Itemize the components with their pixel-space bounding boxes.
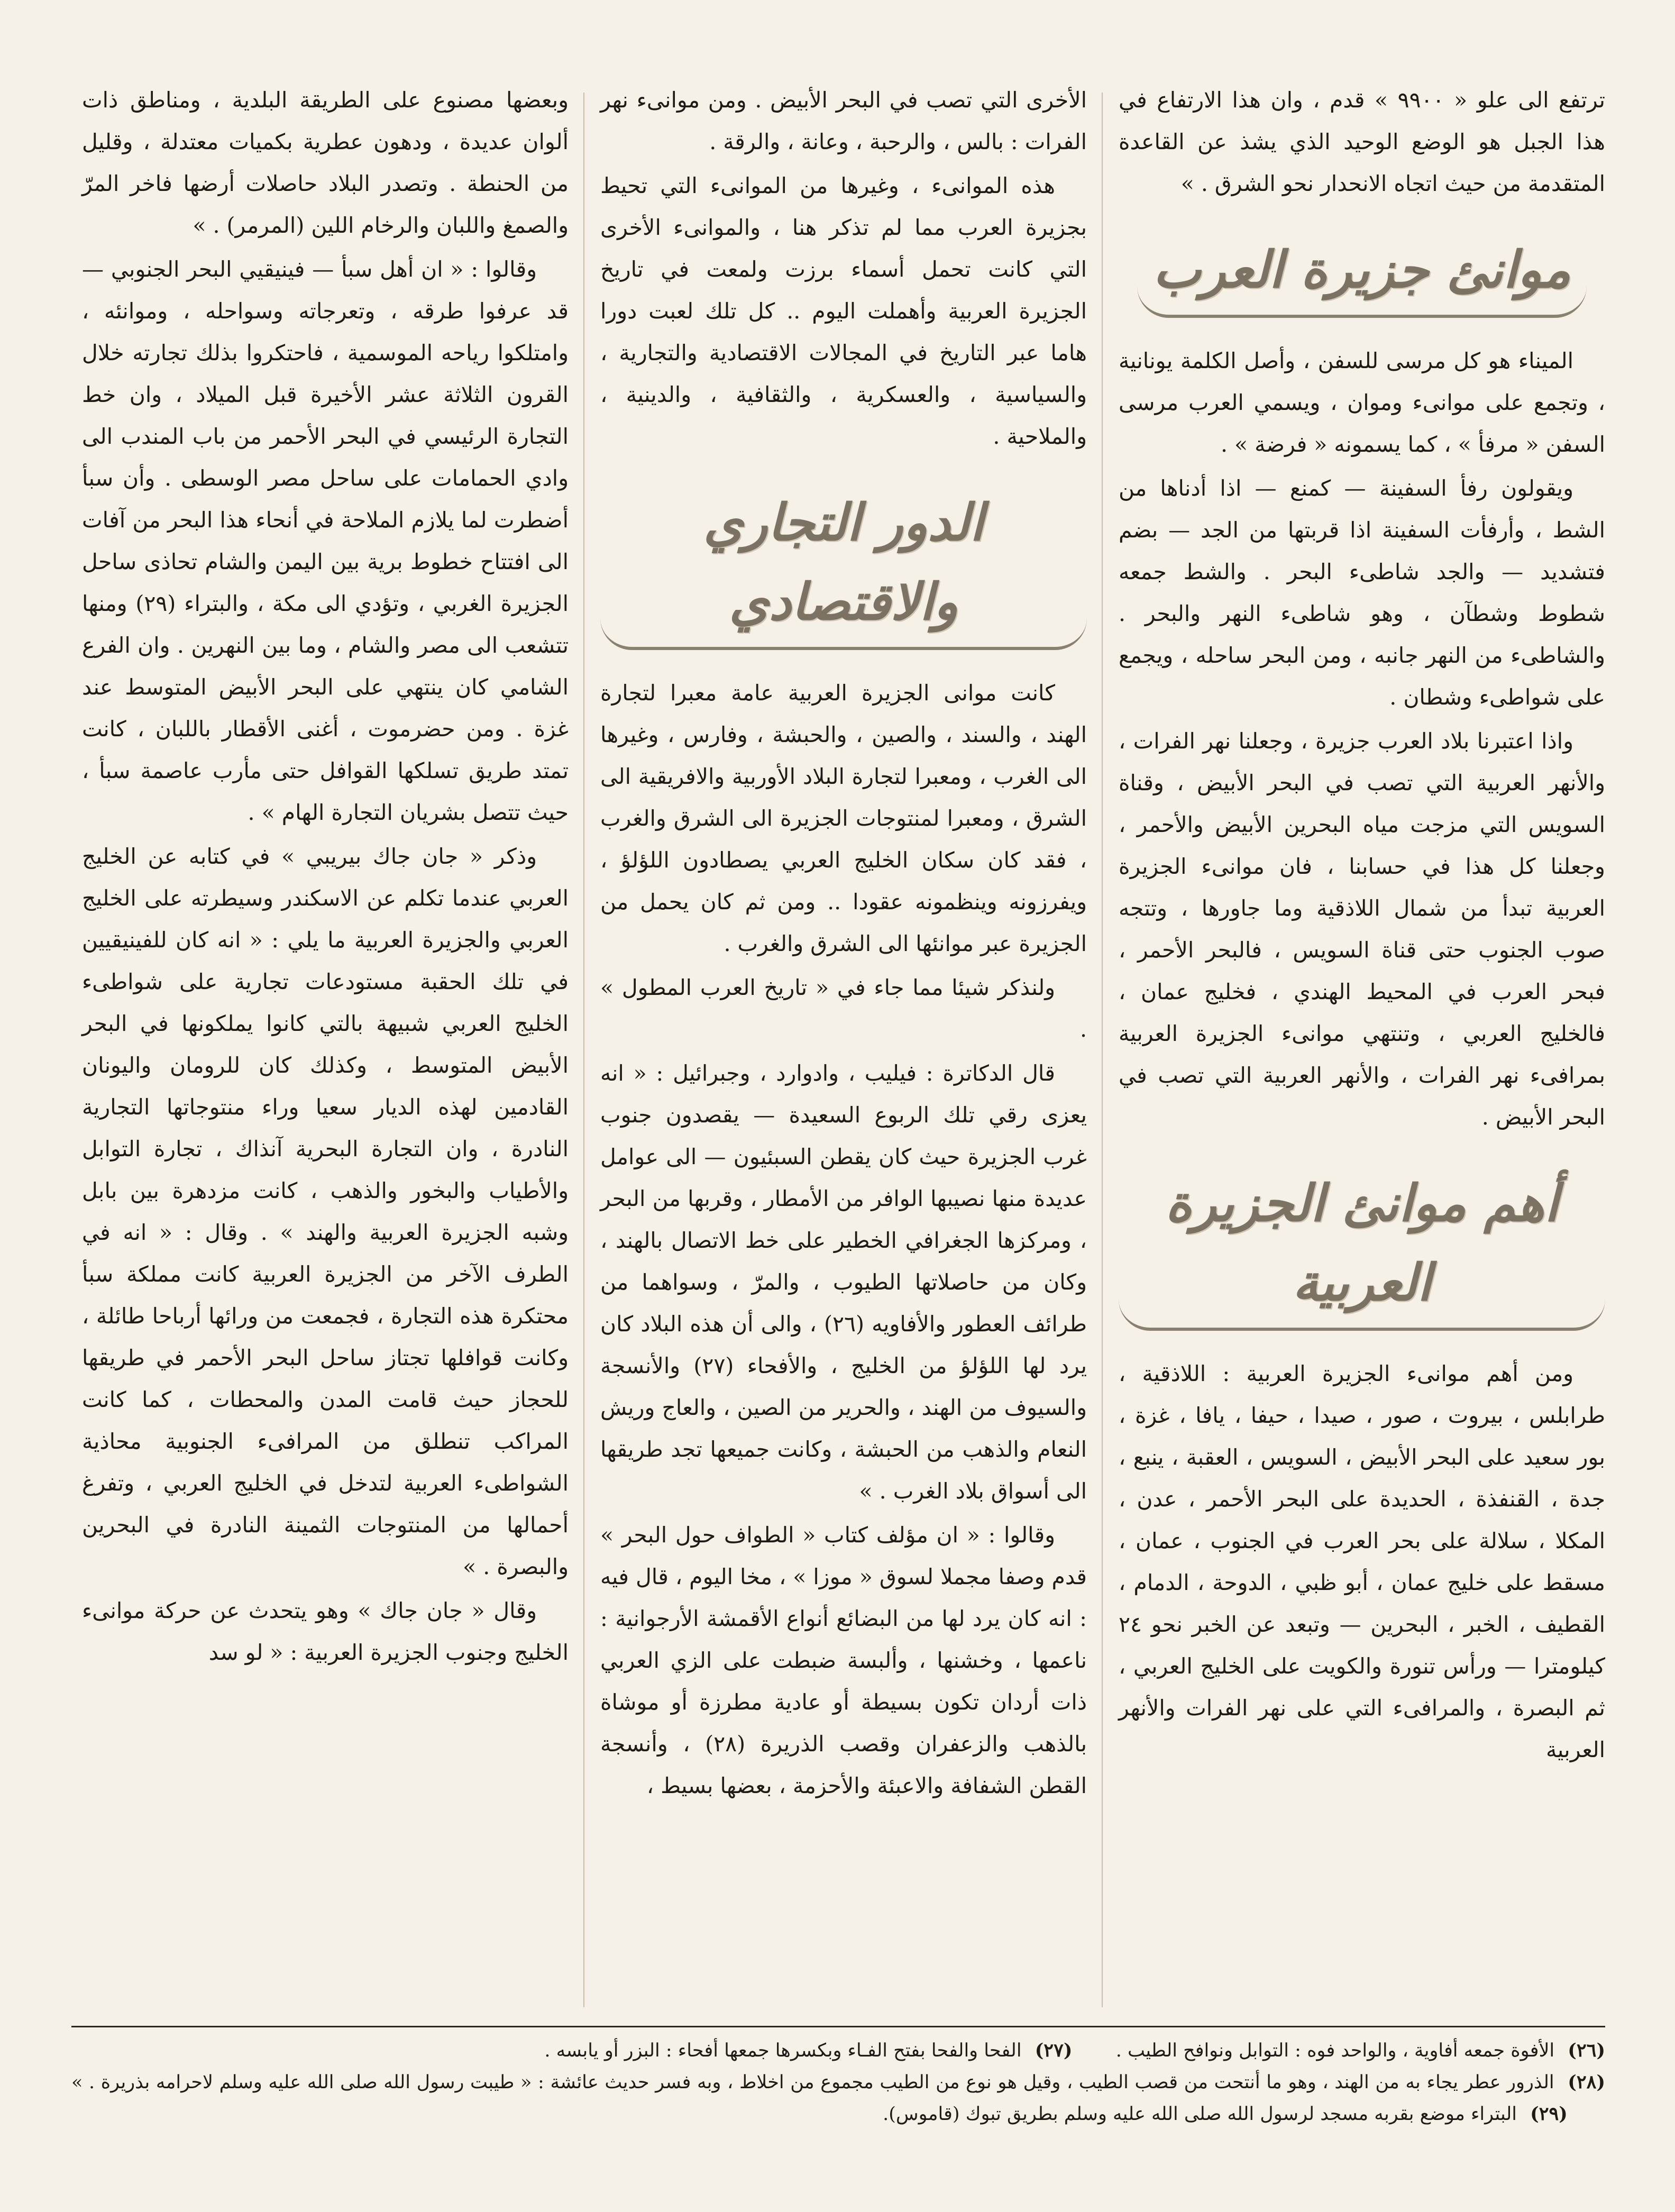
footnote-number: (٢٦) <box>1568 2040 1605 2061</box>
paragraph: ولنذكر شيئا مما جاء في « تاريخ العرب المطول » . <box>600 975 1087 1042</box>
paragraph: ترتفع الى علو « ٩٩٠٠ » قدم ، وان هذا الارتفاع في هذا الجبل هو الوضع الوحيد الذي يشذ عن القاعدة المتقدمة من حيث اتجاه الانحدار نحو الشرق . » <box>1119 87 1605 196</box>
paragraph: وقالوا : « ان أهل سبأ — فينيقيي البحر الجنوبي — قد عرفوا طرقه ، وتعرجاته وسواحله ، وموانئه ، وامتلكوا رياحه الموسمية ، فاحتكروا بذلك تجارته خلال القرون الثلاثة عشر الأخيرة قبل الميلاد ، وان خط التجارة الرئيسي في البحر الأحمر من باب المندب الى وادي الحمامات على ساحل مصر الوسطى . وأن سبأ أضطرت لما يلازم الملاحة في أنحاء هذا البحر من آفات الى افتتاح خطوط برية بين اليمن والشام تحاذى ساحل الجزيرة الغربي ، وتؤدي الى مكة ، والبتراء (٢٩) ومنها تتشعب الى مصر والشام ، وما بين النهرين . وان الفرع الشامي كان ينتهي على البحر الأبيض المتوسط عند غزة . ومن حضرموت ، أغنى الأقطار باللبان ، كانت تمتد طريق تسلكها القوافل حتى مأرب عاصمة سبأ ، حيث تتصل بشريان التجارة الهام » . <box>82 257 569 825</box>
paragraph: هذه الموانىء ، وغيرها من الموانىء التي تحيط بجزيرة العرب مما لم تذكر هنا ، والموانىء الأخرى التي كانت تحمل أسماء برزت ولمعت في تاريخ الجزيرة العربية وأهملت اليوم .. كل تلك لعبت دورا هاما عبر التاريخ في المجالات الاقتصادية والتجارية ، والسياسية ، والعسكرية ، والثقافية ، والدينية ، والملاحية . <box>600 173 1087 449</box>
paragraph: ومن أهم موانىء الجزيرة العربية : اللاذقية ، طرابلس ، بيروت ، صور ، صيدا ، حيفا ، يافا ، غزة ، بور سعيد على البحر الأبيض ، السويس ، العقبة ، ينبع ، جدة ، القنفذة ، الحديدة على البحر الأحمر ، عدن ، المكلا ، سلالة على بحر العرب في الجنوب ، عمان ، مسقط على خليج عمان ، أبو ظبي ، الدوحة ، الدمام ، القطيف ، الخبر ، البحرين — وتبعد عن الخبر نحو ٢٤ كيلومترا — ورأس تنورة والكويت على الخليج العربي ، ثم البصرة ، والمرافىء التي على نهر الفرات والأنهر العربية <box>1119 1361 1605 1762</box>
paragraph: كانت موانى الجزيرة العربية عامة معبرا لتجارة الهند ، والسند ، والصين ، والحبشة ، وفارس ، وغيرها الى الغرب ، ومعبرا لتجارة البلاد الأوربية والافريقية الى الشرق ، ومعبرا لمنتوجات الجزيرة الى الشرق والغرب ، فقد كان سكان الخليج العربي يصطادون اللؤلؤ ، ويفرزونه وينظمونه عقودا .. ومن ثم كان يحمل من الجزيرة عبر موانئها الى الشرق والغرب . <box>600 680 1087 956</box>
paragraph: واذا اعتبرنا بلاد العرب جزيرة ، وجعلنا نهر الفرات ، والأنهر العربية التي تصب في البحر الأبيض ، وقناة السويس التي مزجت مياه البحرين الأبيض والأحمر ، وجعلنا كل هذا في حسابنا ، فان موانىء الجزيرة العربية تبدأ من شمال اللاذقية وما جاورها ، وتتجه صوب الجنوب حتى قناة السويس ، فالبحر الأحمر ، فبحر العرب في المحيط الهندي ، فخليج عمان ، فالخليج العربي ، وتنتهي موانىء الجزيرة العربية بمرافىء نهر الفرات ، والأنهر العربية التي تصب في البحر الأبيض . <box>1119 728 1605 1130</box>
paragraph: وذكر « جان جاك بيريبي » في كتابه عن الخليج العربي عندما تكلم عن الاسكندر وسيطرته على الخليج العربي والجزيرة العربية ما يلي : « انه كان للفينيقيين في تلك الحقبة مستودعات تجارية على شواطىء الخليج العربي شبيهة بالتي كانوا يملكونها في البحر الأبيض المتوسط ، وكذلك كان للرومان واليونان القادمين لهذه الديار سعيا وراء منتوجاتها التجارية النادرة ، وان التجارة البحرية آنذاك ، تجارة التوابل والأطياب والبخور والذهب ، كانت مزدهرة بين بابل وشبه الجزيرة العربية والهند » . وقال : « انه في الطرف الآخر من الجزيرة العربية كانت مملكة سبأ محتكرة هذه التجارة ، فجمعت من ورائها أرباحا طائلة ، وكانت قوافلها تجتاز ساحل البحر الأحمر في طريقها للحجاز حيث قامت المدن والمحطات ، كما كانت المراكب تنطلق من المرافىء الجنوبية محاذية الشواطىء العربية لتدخل في الخليج العربي ، وتفرغ أحمالها من المنتوجات الثمينة النادرة في البحرين والبصرة . » <box>82 844 569 1579</box>
column-middle <box>600 79 1087 1809</box>
calligraphic-heading: أهم موانئ الجزيرة العربية <box>1119 1164 1605 1331</box>
footnote-number: (٢٧) <box>1035 2040 1073 2061</box>
paragraph: وقالوا : « ان مؤلف كتاب « الطواف حول البحر » قدم وصفا مجملا لسوق « موزا » ، مخا اليوم ، قال فيه : انه كان يرد لها من البضائع أنواع الأقمشة الأرجوانية : ناعمها ، وخشنها ، وألبسة ضبطت على الزي العربي ذات أردان تكون بسيطة أو عادية مطرزة أو موشاة بالذهب والزعفران وقصب الذريرة (٢٨) ، وأنسجة القطن الشفافة والاعبئة والأحزمة ، بعضها بسيط ، <box>600 1522 1087 1798</box>
footnote-text: البتراء موضع بقربه مسجد لرسول الله صلى الله عليه وسلم بطريق تبوك (قاموس). <box>883 2104 1517 2125</box>
column-left <box>82 79 569 1676</box>
paragraph: قال الدكاترة : فيليب ، وادوارد ، وجبرائيل : « انه يعزى رقي تلك الربوع السعيدة — يقصدون جنوب غرب الجزيرة حيث كان يقطن السبئيون — الى عوامل عديدة منها نصيبها الوافر من الأمطار ، وقربها من البحر ، ومركزها الجغرافي الخطير على خط الاتصال بالهند ، وكان من حاصلاتها الطيوب ، والمرّ ، وسواهما من طرائف العطور والأفاويه (٢٦) ، والى أن هذه البلاد كان يرد لها اللؤلؤ من الخليج ، والأفحاء (٢٧) والأنسجة والسيوف من الهند ، والحرير من الصين ، والعاج وريش النعام والذهب من الحبشة ، وكانت جميعها تجد طريقها الى أسواق بلاد الغرب . » <box>600 1061 1087 1504</box>
column-divider <box>583 93 584 2007</box>
section-heading-ports <box>1119 230 1605 318</box>
footnote-number: (٢٩) <box>1530 2103 1568 2125</box>
paragraph: ويقولون رفأ السفينة — كمنع — اذا أدناها من الشط ، وأرفأت السفينة اذا قربتها من الجد — بضم فتشديد — والجد شاطىء البحر . والشط جمعه شطوط وشطآن ، وهو شاطىء النهر والبحر . والشاطىء من النهر جانبه ، ومن البحر ساحله ، ويجمع على شواطىء وشطان . <box>1119 476 1605 710</box>
calligraphic-heading: موانئ جزيرة العرب <box>1137 230 1586 318</box>
paragraph: الميناء هو كل مرسى للسفن ، وأصل الكلمة يونانية ، وتجمع على موانىء وموان ، ويسمي العرب مرسى السفن « مرفأ » ، كما يسمونه « فرضة » . <box>1119 348 1605 457</box>
footnote-text: الذرور عطر يجاء به من الهند ، وهو ما أنتحت من قصب الطيب ، وقيل هو نوع من الطيب مجموع من اخلاط ، وبه فسر حديث عائشة : « طيبت رسول الله صلى الله عليه وسلم لاحرامه بذريرة . » <box>71 2072 1554 2093</box>
footnote-line <box>71 2067 1605 2130</box>
paragraph: وبعضها مصنوع على الطريقة البلدية ، ومناطق ذات ألوان عديدة ، ودهون عطرية بكميات معتدلة ، وقليل من الحنطة . وتصدر البلاد حاصلات أرضها فاخر المرّ والصمغ واللبان والرخام اللين (المرمر) . » <box>82 87 569 238</box>
footnote-text: الأفوة جمعه أفاوية ، والواحد فوه : التوابل ونوافح الطيب . <box>1115 2040 1555 2061</box>
paragraph: وقال « جان جاك » وهو يتحدث عن حركة موانىء الخليج وجنوب الجزيرة العربية : « لو سد <box>82 1598 569 1665</box>
section-heading-trade <box>600 483 1087 650</box>
column-divider <box>1102 93 1103 2007</box>
footnotes <box>71 2026 1605 2130</box>
calligraphic-heading: الدور التجاري والاقتصادي <box>600 483 1087 650</box>
footnote-text: الفحا والفحا بفتح الفـاء وبكسرها جمعها أفحاء : البزر أو يابسه . <box>544 2040 1022 2061</box>
footnote-number: (٢٨) <box>1568 2071 1605 2093</box>
section-heading-main-ports <box>1119 1164 1605 1331</box>
paragraph: الأخرى التي تصب في البحر الأبيض . ومن موانىء نهر الفرات : بالس ، والرحبة ، وعانة ، والرقة . <box>600 87 1087 154</box>
footnote-line <box>71 2035 1605 2067</box>
column-right <box>1119 79 1605 1773</box>
